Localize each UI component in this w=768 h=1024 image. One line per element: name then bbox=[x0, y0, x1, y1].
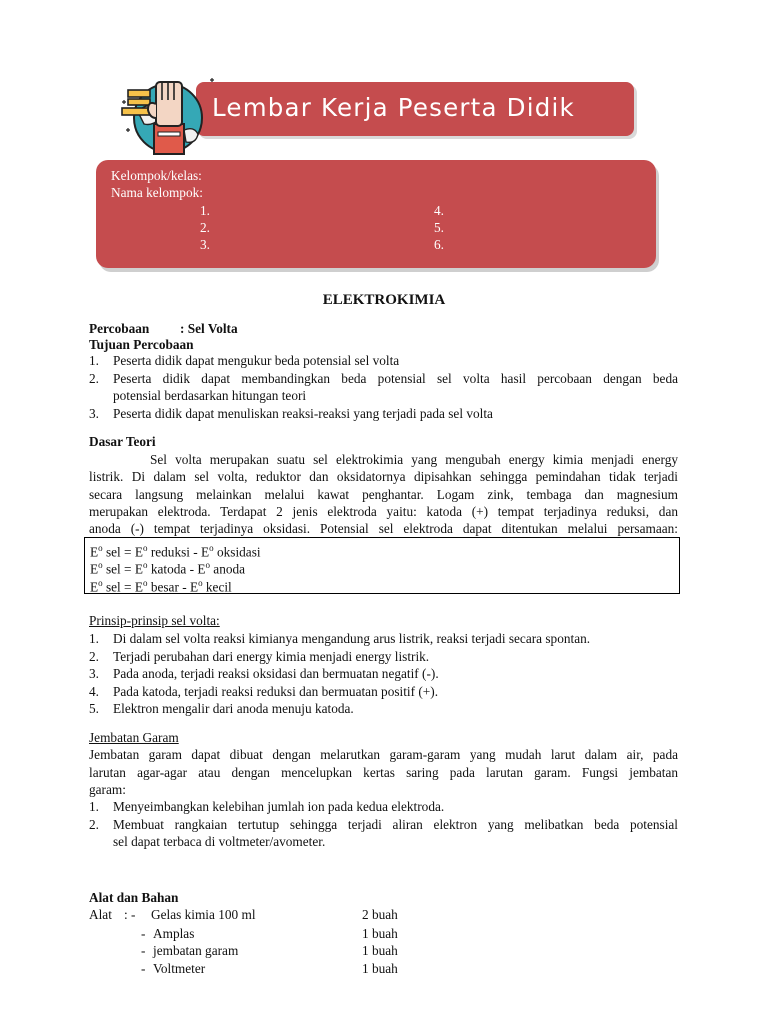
list-item: Peserta didik dapat membandingkan beda potensial sel volta hasil percobaan dengan beda bbox=[113, 371, 678, 386]
alat-item: jembatan garam bbox=[153, 943, 239, 958]
alat-colon: : - bbox=[124, 907, 136, 922]
alat-qty: 1 buah bbox=[362, 961, 398, 976]
list-item: Elektron mengalir dari anoda menuju katoda. bbox=[113, 701, 354, 716]
alat-item: Amplas bbox=[153, 926, 195, 941]
alat-qty: 2 buah bbox=[362, 907, 398, 922]
alat-qty: 1 buah bbox=[362, 926, 398, 941]
member-5: 5. bbox=[434, 220, 444, 235]
list-item: Peserta didik dapat menuliskan reaksi-reaksi yang terjadi pada sel volta bbox=[113, 406, 493, 421]
kelas-label: Kelompok/kelas: bbox=[111, 168, 202, 183]
list-item-continuation: sel dapat terbaca di voltmeter/avometer. bbox=[113, 834, 326, 849]
member-3: 3. bbox=[200, 237, 210, 252]
list-item-number: 1. bbox=[89, 353, 99, 368]
list-item: Peserta didik dapat mengukur beda potensial sel volta bbox=[113, 353, 400, 368]
list-item-number: 3. bbox=[89, 666, 99, 681]
alat-item: Gelas kimia 100 ml bbox=[151, 907, 256, 922]
dasar-teori-heading: Dasar Teori bbox=[89, 434, 156, 449]
list-item-number: 4. bbox=[89, 684, 99, 699]
list-item: Terjadi perubahan dari energy kimia menjadi energy listrik. bbox=[113, 649, 430, 664]
alat-dash: - bbox=[141, 961, 146, 976]
raised-hand-globe-icon bbox=[114, 72, 226, 160]
list-item-number: 1. bbox=[89, 799, 99, 814]
list-item: Membuat rangkaian tertutup sehingga terjadi aliran elektron yang melibatkan beda potensial bbox=[113, 817, 678, 832]
alat-qty: 1 buah bbox=[362, 943, 398, 958]
nama-kelompok-label: Nama kelompok: bbox=[111, 185, 203, 200]
list-item-number: 1. bbox=[89, 631, 99, 646]
list-item-continuation: potensial berdasarkan hitungan teori bbox=[113, 388, 307, 403]
page-title: Lembar Kerja Peserta Didik bbox=[212, 93, 575, 122]
paragraph-line: Sel volta merupakan suatu sel elektrokimia yang mengubah energy kimia menjadi energy bbox=[150, 452, 678, 467]
list-item-number: 2. bbox=[89, 649, 99, 664]
paragraph-line: Jembatan garam dapat dibuat dengan melarutkan garam-garam yang mudah larut dalam air, pada bbox=[89, 747, 678, 762]
alat-label: Alat bbox=[89, 907, 112, 922]
list-item-number: 2. bbox=[89, 817, 99, 832]
prinsip-heading: Prinsip-prinsip sel volta: bbox=[89, 613, 220, 628]
paragraph-line: merupakan elektroda. Terdapat 2 jenis elektroda yaitu: katoda (+) tempat terjadinya reduksi, dan bbox=[89, 504, 678, 519]
alat-dash: - bbox=[141, 943, 146, 958]
tujuan-heading: Tujuan Percobaan bbox=[89, 337, 194, 352]
formula-line: $E^o$ sel = $E^o$ katoda - $E^o$ anoda bbox=[90, 560, 246, 577]
list-item: Pada anoda, terjadi reaksi oksidasi dan bermuatan negatif (-). bbox=[113, 666, 439, 681]
jembatan-heading: Jembatan Garam bbox=[89, 730, 179, 745]
paragraph-line: garam: bbox=[89, 782, 126, 797]
list-item: Menyeimbangkan kelebihan jumlah ion pada kedua elektroda. bbox=[113, 799, 445, 814]
alat-bahan-heading: Alat dan Bahan bbox=[89, 890, 179, 905]
paragraph-line: secara langsung melainkan melalui kawat penghantar. Logam zink, tembaga dan magnesium bbox=[89, 487, 678, 502]
document-title: ELEKTROKIMIA bbox=[322, 292, 446, 308]
formula-line: $E^o$ sel = $E^o$ besar - $E^o$ kecil bbox=[90, 578, 232, 595]
list-item: Pada katoda, terjadi reaksi reduksi dan bermuatan positif (+). bbox=[113, 684, 439, 699]
paragraph-line: listrik. Di dalam sel volta, reduktor dan oksidatornya dipisahkan sehingga pemindahan tidak terjadi bbox=[89, 469, 678, 484]
formula-line: $E^o$ sel = $E^o$ reduksi - $E^o$ oksidasi bbox=[90, 543, 261, 560]
member-6: 6. bbox=[434, 237, 444, 252]
alat-item: Voltmeter bbox=[153, 961, 206, 976]
list-item-number: 3. bbox=[89, 406, 99, 421]
paragraph-line: anoda (-) tempat terjadinya oksidasi. Potensial sel elektroda dapat ditentukan melalui persamaan: bbox=[89, 521, 678, 536]
member-4: 4. bbox=[434, 203, 444, 218]
paragraph-line: larutan agar-agar atau dengan mencelupkan kertas saring pada larutan garam. Fungsi jembatan bbox=[89, 765, 678, 780]
alat-dash: - bbox=[141, 926, 146, 941]
percobaan-value: : Sel Volta bbox=[180, 321, 238, 336]
member-1: 1. bbox=[200, 203, 210, 218]
list-item-number: 2. bbox=[89, 371, 99, 386]
percobaan-label: Percobaan bbox=[89, 321, 150, 336]
list-item-number: 5. bbox=[89, 701, 99, 716]
member-2: 2. bbox=[200, 220, 210, 235]
list-item: Di dalam sel volta reaksi kimianya mengandung arus listrik, reaksi terjadi secara spontan. bbox=[113, 631, 591, 646]
